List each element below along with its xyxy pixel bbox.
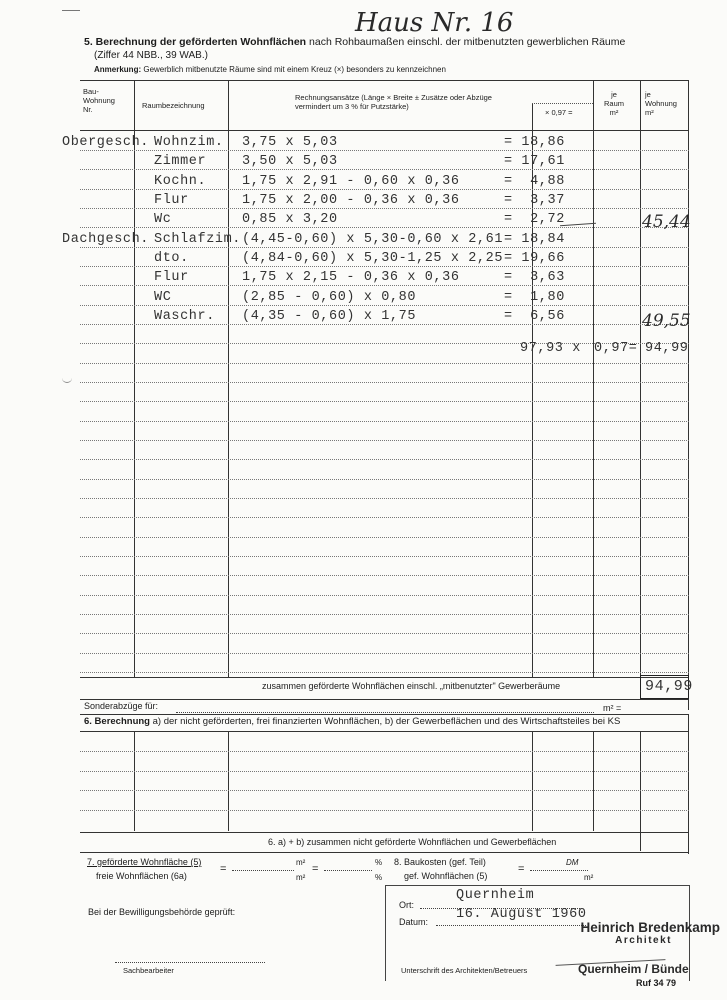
section6-summary-rule <box>80 852 689 853</box>
row-line <box>80 633 689 634</box>
row-room: WC <box>154 290 172 305</box>
row-result: = 19,66 <box>504 251 565 266</box>
header-je-wohnung-line3: m² <box>645 108 654 117</box>
architect-label: Unterschrift des Architekten/Betreuers <box>401 966 528 975</box>
row-calc: (4,35 - 0,60) x 1,75 <box>242 309 417 324</box>
row-result: = 17,61 <box>504 154 565 169</box>
row-line <box>80 517 689 518</box>
header-calc-line2: vermindert um 3 % für Putzstärke) <box>295 102 409 111</box>
row-line <box>80 440 689 441</box>
row-room: Kochn. <box>154 174 207 189</box>
row-result: = 1,80 <box>504 290 565 305</box>
section8-m2: m² <box>584 873 594 882</box>
table-top-rule <box>80 80 689 81</box>
row-calc: (2,85 - 0,60) x 0,80 <box>242 290 417 305</box>
section5-title-bold: 5. Berechnung der geförderten Wohnflächen <box>84 36 307 48</box>
note-text: Gewerblich mitbenutzte Räume sind mit einem Kreuz (×) besonders zu kennzeichnen <box>141 65 446 74</box>
row-line <box>80 189 689 190</box>
section6-title-bold: 6. Berechnung <box>84 716 150 727</box>
header-wohnung-line1: Bau- <box>83 87 99 96</box>
row-line <box>80 285 689 286</box>
row-line <box>80 790 689 791</box>
row-line <box>80 169 689 170</box>
row-line <box>80 266 689 267</box>
row-calc: 1,75 x 2,91 - 0,60 x 0,36 <box>242 174 460 189</box>
clerk-label: Sachbearbeiter <box>123 966 174 975</box>
section7-m2-top: m² <box>296 858 306 867</box>
section5-title-rest: nach Rohbaumaßen einschl. der mitbenutzten gewerblichen Räume <box>306 36 626 48</box>
stamp-city: Quernheim / Bünde <box>578 962 689 976</box>
header-je-raum <box>604 90 624 117</box>
row-result: = 2,72 <box>504 212 565 227</box>
section6-col-divider <box>640 731 641 851</box>
row-room: Schlafzim. <box>154 232 242 247</box>
section6-summary: 6. a) + b) zusammen nicht geförderte Wohnflächen und Gewerbeflächen <box>268 837 557 847</box>
row-line <box>80 479 689 480</box>
summary-rule <box>80 699 689 700</box>
total-value: 94,99 <box>645 341 689 356</box>
header-je-raum-line2: Raum <box>604 99 625 108</box>
section5-subtitle: (Ziffer 44 NBB., 39 WAB.) <box>94 50 208 61</box>
row-line <box>80 498 689 499</box>
row-room: Wohnzim. <box>154 135 224 150</box>
row-room: Waschr. <box>154 309 215 324</box>
stamp-phone: Ruf 34 79 <box>636 978 677 988</box>
handwritten-title: Haus Nr. 16 <box>355 8 514 38</box>
row-result: = 18,84 <box>504 232 565 247</box>
section6-bottom-rule <box>80 832 689 833</box>
section6-col-divider <box>532 731 533 831</box>
row-result: = 4,88 <box>504 174 565 189</box>
row-result: = 6,56 <box>504 309 565 324</box>
section6-header-rule <box>80 731 689 732</box>
header-calc-line1: Rechnungsansätze (Länge × Breite ± Zusätze oder Abzüge <box>295 93 492 102</box>
row-room: Flur <box>154 193 189 208</box>
row-line <box>80 227 689 228</box>
header-je-raum-line3: m² <box>609 108 619 117</box>
row-line <box>80 208 689 209</box>
row-calc: (4,84-0,60) x 5,30-1,25 x 2,25 <box>242 251 504 266</box>
section7-eq1: = <box>220 863 227 875</box>
table-sub-rule <box>532 103 593 104</box>
row-line <box>80 421 689 422</box>
section7-line1: 7. geförderte Wohnfläche (5) <box>87 857 202 867</box>
row-floor: Dachgesch. <box>62 232 150 247</box>
row-line <box>80 556 689 557</box>
row-line <box>80 459 689 460</box>
row-line <box>80 382 689 383</box>
section6-title-rest: a) der nicht geförderten, frei finanzierten Wohnflächen, b) der Gewerbeflächen und des Wirtschaftsteiles bei KS <box>150 716 621 727</box>
section7-eq2: = <box>312 863 319 875</box>
sonderabzuege-label: Sonderabzüge für: <box>84 701 159 711</box>
row-line <box>80 324 689 325</box>
row-room: Wc <box>154 212 172 227</box>
table-right-border <box>688 80 689 710</box>
date-value: 16. August 1960 <box>456 907 587 922</box>
summary-label: zusammen geförderte Wohnflächen einschl. „mitbenutzter" Gewerberäume <box>262 681 561 691</box>
row-line <box>80 537 689 538</box>
table-header-rule <box>80 130 689 131</box>
section7-pct-top: % <box>375 858 383 867</box>
section6-top-rule <box>80 714 689 715</box>
date-label: Datum: <box>399 917 429 927</box>
scan-mark <box>62 376 72 383</box>
row-line <box>80 305 689 306</box>
row-line <box>80 653 689 654</box>
total-factor: 0,97= <box>594 341 638 356</box>
section7-pct-bottom: % <box>375 873 383 882</box>
total-sum: 97,93 x <box>520 341 581 356</box>
section5-title <box>84 36 625 48</box>
sonderabzuege-unit: m² = <box>603 703 622 713</box>
handwritten-subtotal-1: 45,44 <box>642 212 691 232</box>
row-room: Zimmer <box>154 154 207 169</box>
row-calc: 1,75 x 2,15 - 0,36 x 0,36 <box>242 270 460 285</box>
row-floor: Obergesch. <box>62 135 150 150</box>
row-line <box>80 672 689 673</box>
header-je-wohnung-line1: je <box>645 90 651 99</box>
section7-line-b <box>324 870 372 871</box>
section8-dm: DM <box>566 858 579 867</box>
clerk-line <box>115 962 265 963</box>
row-calc: 3,50 x 5,03 <box>242 154 338 169</box>
row-room: dto. <box>154 251 189 266</box>
row-result: = 18,86 <box>504 135 565 150</box>
note-label: Anmerkung: <box>94 65 142 74</box>
handwritten-subtotal-2: 49,55 <box>642 311 691 331</box>
row-calc: 0,85 x 3,20 <box>242 212 338 227</box>
header-wohnung-line2: Wohnung <box>83 96 115 105</box>
header-je-wohnung <box>645 90 677 117</box>
row-line <box>80 150 689 151</box>
approval-label: Bei der Bewilligungsbehörde geprüft: <box>88 907 236 917</box>
row-line <box>80 614 689 615</box>
sonderabzuege-line <box>176 712 594 713</box>
place-label: Ort: <box>399 900 414 910</box>
subtotal-arrow <box>560 223 596 227</box>
section8-line2: gef. Wohnflächen (5) <box>404 871 488 881</box>
section8-line1: 8. Baukosten (gef. Teil) <box>394 857 486 867</box>
stamp-name: Heinrich Bredenkamp <box>580 920 720 935</box>
row-line <box>80 595 689 596</box>
row-line <box>80 247 689 248</box>
row-line <box>80 771 689 772</box>
scan-mark <box>62 10 80 11</box>
header-raumbezeichnung: Raumbezeichnung <box>142 101 205 110</box>
header-je-wohnung-line2: Wohnung <box>645 99 677 108</box>
stamp-title: Architekt <box>615 935 672 946</box>
row-room: Flur <box>154 270 189 285</box>
row-calc: 1,75 x 2,00 - 0,36 x 0,36 <box>242 193 460 208</box>
row-calc: (4,45-0,60) x 5,30-0,60 x 2,61 <box>242 232 504 247</box>
header-wohnung <box>83 87 115 114</box>
row-line <box>80 810 689 811</box>
header-wohnung-line3: Nr. <box>83 105 93 114</box>
row-line <box>80 363 689 364</box>
section7-line2: freie Wohnflächen (6a) <box>96 871 187 881</box>
section5-note <box>94 65 446 74</box>
section6-col-divider <box>593 731 594 831</box>
header-je-raum-line1: je <box>611 90 617 99</box>
section8-line <box>530 870 588 871</box>
row-result: = 3,37 <box>504 193 565 208</box>
header-rechnungsansaetze <box>295 93 492 111</box>
header-factor: × 0,97 = <box>545 108 573 117</box>
section6-title <box>84 716 620 727</box>
summary-value: 94,99 <box>645 678 694 695</box>
row-line <box>80 575 689 576</box>
section8-eq: = <box>518 863 525 875</box>
section6-right-border <box>688 714 689 854</box>
row-line <box>80 401 689 402</box>
place-value: Quernheim <box>456 888 535 903</box>
section6-col-divider <box>134 731 135 831</box>
row-line <box>80 751 689 752</box>
section7-m2-bottom: m² <box>296 873 306 882</box>
section7-line-a <box>232 870 294 871</box>
table-bottom-rule <box>80 677 689 678</box>
row-result: = 3,63 <box>504 270 565 285</box>
row-calc: 3,75 x 5,03 <box>242 135 338 150</box>
section6-col-divider <box>228 731 229 831</box>
